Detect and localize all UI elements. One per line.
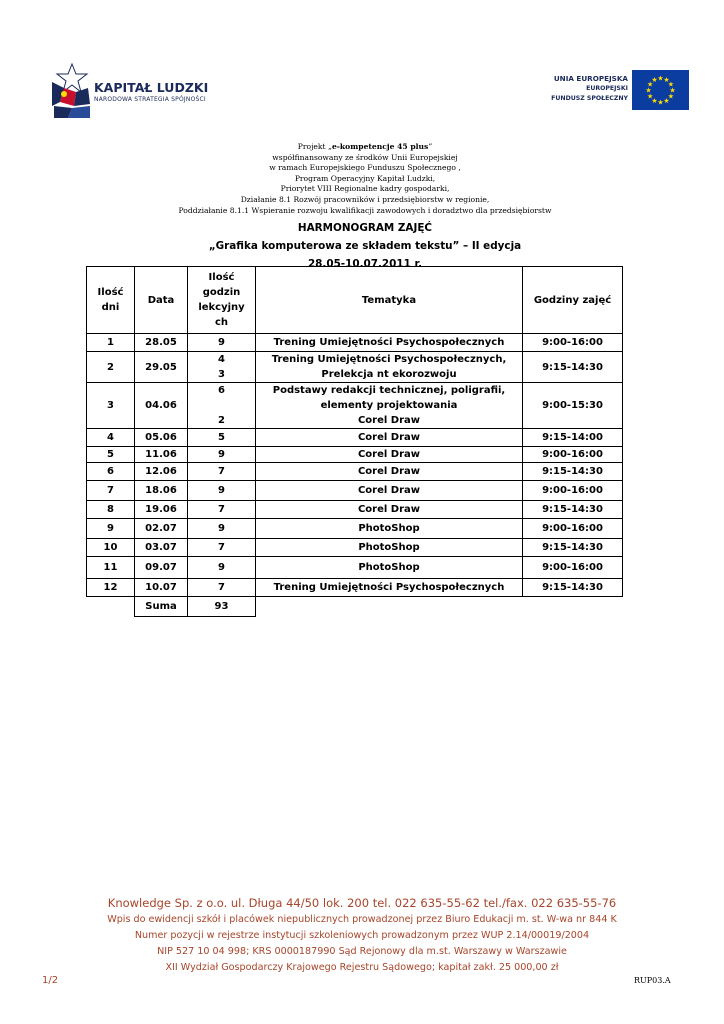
eu-logo	[548, 70, 690, 112]
header-topic: Tematyka	[256, 267, 523, 334]
eu-star-icon: ★	[663, 96, 670, 105]
cell-topic	[256, 579, 523, 597]
cell-time: 9:00-16:00	[523, 481, 623, 501]
intro-line: Program Operacyjny Kapitał Ludzki,	[294, 173, 436, 183]
cell-topic	[256, 352, 523, 383]
course-dates: 28.05-10.07.2011 r.	[307, 258, 423, 270]
eu-star-icon: ★	[663, 76, 670, 85]
kapital-ludzki-logo	[50, 62, 220, 118]
footer-line: Wpis do ewidencji szkół i placówek niepublicznych prowadzonej przez Biuro Edukacji m. st. W-wa nr 844 K	[107, 914, 617, 925]
cell-time: 9:15-14:30	[523, 352, 623, 383]
cell-date: 12.06	[135, 463, 188, 481]
cell-day: 4	[87, 429, 135, 447]
cell-time: 9:15-14:00	[523, 429, 623, 447]
eu-star-icon: ★	[646, 80, 654, 89]
cell-topic-line: Trening Umiejętności Psychospołecznych,	[271, 354, 507, 365]
cell-topic-line: Trening Umiejętności Psychospołecznych	[273, 337, 505, 348]
cell-topic	[256, 481, 523, 501]
cell-topic-line: Podstawy redakcji technicznej, poligrafii,	[272, 385, 506, 396]
cell-date: 18.06	[135, 481, 188, 501]
cell-day: 5	[87, 447, 135, 463]
cell-day: 1	[87, 334, 135, 352]
cell-time: 9:15-14:30	[523, 501, 623, 519]
cell-topic	[256, 539, 523, 557]
intro-line: współfinansowany ze środków Unii Europejskiej	[272, 152, 458, 162]
cell-topic-line: Corel Draw	[357, 485, 421, 496]
cell-hours	[188, 383, 256, 429]
eu-star-icon: ★	[657, 98, 664, 107]
table-row	[87, 579, 623, 597]
header-time: Godziny zajęć	[523, 267, 623, 334]
table-row	[87, 481, 623, 501]
cell-hours	[188, 447, 256, 463]
schedule-heading	[150, 219, 580, 273]
header-days-line: dni	[101, 302, 120, 313]
cell-time: 9:00-16:00	[523, 447, 623, 463]
cell-time: 9:00-16:00	[523, 519, 623, 539]
eu-star-icon: ★	[651, 76, 658, 85]
cell-date: 04.06	[135, 383, 188, 429]
cell-time: 9:00-16:00	[523, 334, 623, 352]
cell-topic	[256, 557, 523, 579]
cell-day: 8	[87, 501, 135, 519]
intro-line: Poddziałanie 8.1.1 Wspieranie rozwoju kwalifikacji zawodowych i doradztwo dla przedsiębiorstw	[178, 205, 552, 215]
cell-hours-line: 2	[218, 415, 225, 426]
cell-date: 19.06	[135, 501, 188, 519]
header-hours-line: lekcyjny	[198, 302, 245, 313]
cell-hours-line: 9	[218, 562, 225, 573]
cell-hours	[188, 334, 256, 352]
project-name-line	[150, 142, 580, 153]
table-row	[87, 463, 623, 481]
kapital-ludzki-emblem-icon	[50, 62, 92, 118]
document-code: RUP03.A	[634, 976, 671, 985]
cell-date: 29.05	[135, 352, 188, 383]
sum-value: 93	[188, 597, 256, 617]
table-row	[87, 557, 623, 579]
eu-flag-icon	[632, 70, 689, 110]
eu-star-icon: ★	[657, 74, 664, 83]
cell-hours-line: 9	[218, 523, 225, 534]
cell-date: 02.07	[135, 519, 188, 539]
intro-line: w ramach Europejskiego Funduszu Społecznego ,	[269, 163, 461, 173]
cell-topic-line: elementy projektowania	[320, 400, 458, 411]
sum-label: Suma	[135, 597, 188, 617]
cell-date: 09.07	[135, 557, 188, 579]
table-row	[87, 519, 623, 539]
schedule-table	[86, 266, 623, 617]
eu-star-icon: ★	[667, 92, 675, 101]
schedule-title: HARMONOGRAM ZAJĘĆ	[297, 222, 433, 234]
cell-topic	[256, 519, 523, 539]
cell-date: 10.07	[135, 579, 188, 597]
cell-date: 03.07	[135, 539, 188, 557]
header-hours	[188, 267, 256, 334]
cell-date: 28.05	[135, 334, 188, 352]
table-row	[87, 539, 623, 557]
eu-stars-icon	[632, 70, 689, 110]
cell-topic-line: PhotoShop	[358, 562, 420, 573]
cell-day: 12	[87, 579, 135, 597]
cell-topic-line: Corel Draw	[357, 504, 421, 515]
cell-topic-line: PhotoShop	[358, 542, 420, 553]
cell-topic	[256, 334, 523, 352]
cell-date: 11.06	[135, 447, 188, 463]
cell-topic	[256, 383, 523, 429]
cell-hours-line	[188, 398, 255, 413]
cell-hours	[188, 557, 256, 579]
project-suffix: ”	[428, 142, 433, 151]
eu-star-icon: ★	[669, 86, 676, 95]
intro-line: Działanie 8.1 Rozwój pracowników i przedsiębiorstw w regionie,	[240, 194, 490, 204]
cell-hours	[188, 429, 256, 447]
eu-star-icon: ★	[667, 80, 675, 89]
cell-hours-line: 7	[218, 504, 225, 515]
header-days-line: Ilość	[97, 287, 124, 298]
cell-hours	[188, 463, 256, 481]
cell-hours-line: 7	[218, 466, 225, 477]
cell-time: 9:00-16:00	[523, 557, 623, 579]
cell-topic-line: PhotoShop	[358, 523, 420, 534]
cell-topic	[256, 463, 523, 481]
cell-hours	[188, 539, 256, 557]
table-row	[87, 447, 623, 463]
cell-hours	[188, 481, 256, 501]
sum-spacer	[87, 597, 135, 617]
header-date: Data	[135, 267, 188, 334]
table-header-row	[87, 267, 623, 334]
footer-line: Knowledge Sp. z o.o. ul. Długa 44/50 lok. 200 tel. 022 635-55-62 tel./fax. 022 635-55-76	[107, 896, 617, 910]
intro-line: Priorytet VIII Regionalne kadry gospodarki,	[280, 184, 450, 194]
kapital-ludzki-title: KAPITAŁ LUDZKI	[94, 80, 209, 95]
cell-topic	[256, 501, 523, 519]
cell-topic-line: Trening Umiejętności Psychospołecznych	[273, 582, 505, 593]
cell-hours-line: 9	[218, 337, 225, 348]
cell-hours-line: 5	[218, 432, 225, 443]
cell-day: 11	[87, 557, 135, 579]
eu-logo-line3: FUNDUSZ SPOŁECZNY	[551, 95, 628, 102]
cell-hours-line: 3	[218, 369, 225, 380]
cell-time: 9:15-14:30	[523, 539, 623, 557]
cell-topic-line: Corel Draw	[357, 449, 421, 460]
footer-line: Numer pozycji w rejestrze instytucji szkoleniowych prowadzonym przez WUP 2.14/00019/2004	[134, 930, 590, 941]
cell-topic-line: Corel Draw	[357, 466, 421, 477]
cell-hours-line: 9	[218, 449, 225, 460]
footer	[40, 894, 684, 976]
cell-topic-line: Corel Draw	[357, 432, 421, 443]
cell-hours-line: 7	[218, 582, 225, 593]
cell-hours-line: 6	[218, 385, 225, 396]
cell-time: 9:15-14:30	[523, 579, 623, 597]
cell-date: 05.06	[135, 429, 188, 447]
eu-logo-text	[548, 74, 628, 104]
cell-day: 6	[87, 463, 135, 481]
cell-topic-line: Prelekcja nt ekorozwoju	[321, 369, 457, 380]
cell-hours-line: 4	[218, 354, 225, 365]
table-row	[87, 352, 623, 383]
table-row	[87, 383, 623, 429]
cell-day: 7	[87, 481, 135, 501]
cell-hours	[188, 579, 256, 597]
cell-hours-line: 9	[218, 485, 225, 496]
header-hours-line: godzin	[202, 287, 241, 298]
eu-star-icon: ★	[646, 92, 654, 101]
cell-time: 9:00-15:30	[523, 383, 623, 429]
project-name: e-kompetencje 45 plus	[331, 142, 429, 151]
eu-logo-line2: EUROPEJSKI	[586, 85, 628, 92]
eu-star-icon: ★	[651, 96, 658, 105]
page-number: 1/2	[42, 975, 59, 986]
table-row	[87, 429, 623, 447]
cell-topic	[256, 429, 523, 447]
project-prefix: Projekt „	[297, 142, 332, 151]
cell-hours	[188, 352, 256, 383]
project-intro	[150, 142, 580, 216]
cell-topic-line: Corel Draw	[357, 415, 421, 426]
cell-hours	[188, 519, 256, 539]
cell-hours	[188, 501, 256, 519]
kapital-ludzki-subtitle: NARODOWA STRATEGIA SPÓJNOŚCI	[94, 96, 206, 103]
course-title: „Grafika komputerowa ze składem tekstu” – II edycja	[208, 240, 522, 252]
table-row	[87, 334, 623, 352]
table-row	[87, 501, 623, 519]
eu-logo-line1: UNIA EUROPEJSKA	[553, 74, 628, 83]
sum-row	[87, 597, 623, 617]
cell-day: 3	[87, 383, 135, 429]
footer-line: NIP 527 10 04 998; KRS 0000187990 Sąd Rejonowy dla m.st. Warszawy w Warszawie	[157, 946, 567, 957]
header-hours-line: Ilość	[208, 272, 235, 283]
cell-day: 10	[87, 539, 135, 557]
header-days	[87, 267, 135, 334]
cell-hours-line: 7	[218, 542, 225, 553]
cell-time: 9:15-14:30	[523, 463, 623, 481]
header-hours-line: ch	[214, 317, 229, 328]
cell-day: 2	[87, 352, 135, 383]
schedule-body	[87, 334, 623, 617]
eu-star-icon: ★	[645, 86, 652, 95]
cell-day: 9	[87, 519, 135, 539]
footer-line: XII Wydział Gospodarczy Krajowego Rejestru Sądowego; kapitał zakł. 25 000,00 zł	[165, 962, 559, 973]
cell-topic	[256, 447, 523, 463]
